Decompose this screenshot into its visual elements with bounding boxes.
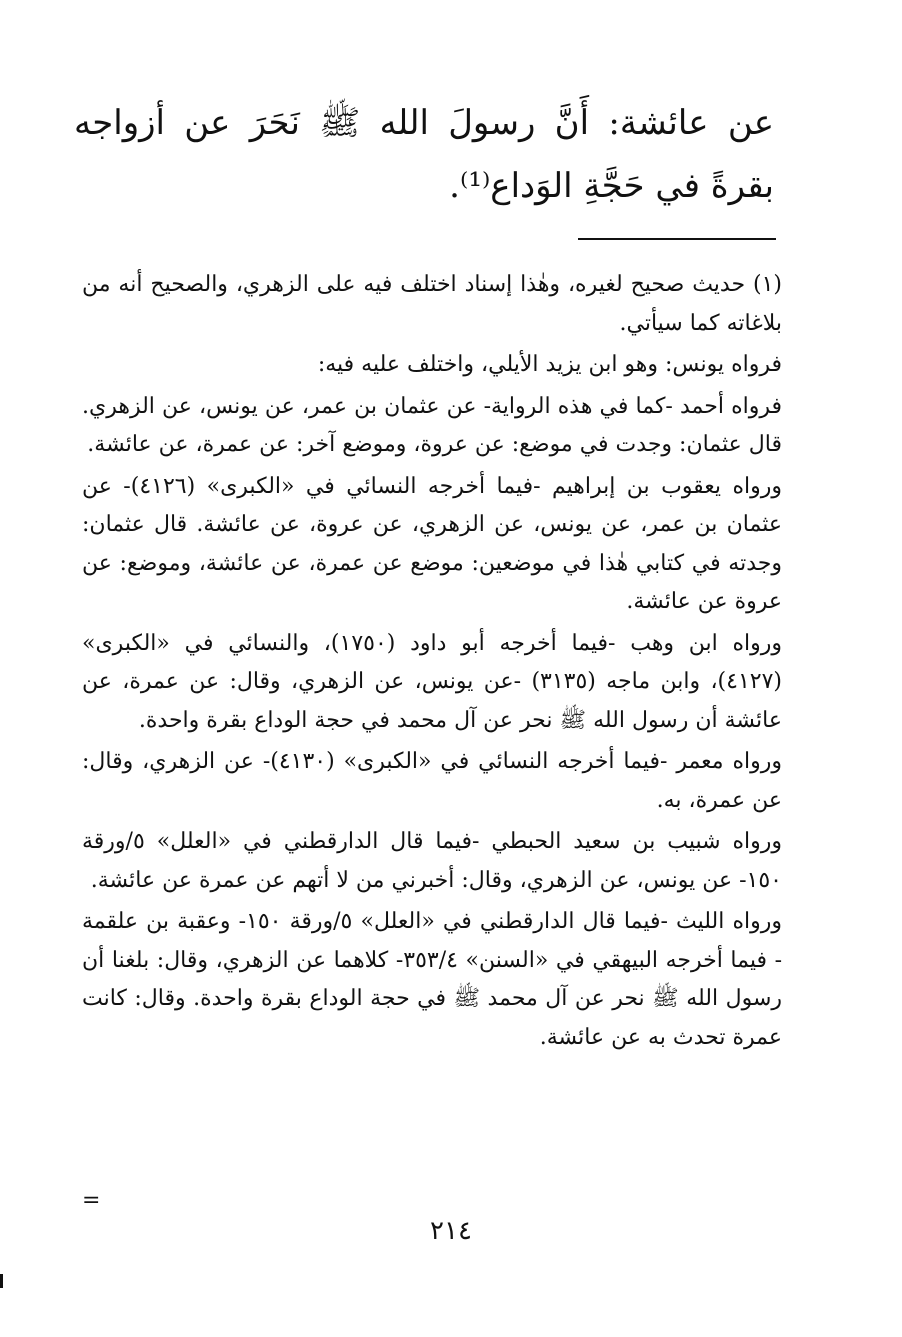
footnotes xyxy=(82,266,782,1060)
page-number: ٢١٤ xyxy=(430,1216,472,1246)
footnote-paragraph: ورواه ابن وهب -فيما أخرجه أبو داود (١٧٥٠)، والنسائي في «الكبرى» (٤١٢٧)، وابن ماجه (٣١٣٥) -عن يونس، عن الزهري، وقال: عن عمرة، عن عائشة أن رسول الله ﷺ نحر عن آل محمد في حجة الوداع بقرة واحدة. xyxy=(82,630,783,733)
footnote-paragraph: (١) حديث صحيح لغيره، وهٰذا إسناد اختلف فيه على الزهري، والصحيح أنه من بلاغاته كما سيأتي. xyxy=(82,272,782,336)
footnote-paragraph: فرواه أحمد -كما في هذه الرواية- عن عثمان بن عمر، عن يونس، عن الزهري. قال عثمان: وجدت في موضع: عن عروة، وموضع آخر: عن عمرة، عن عائشة. xyxy=(82,393,782,457)
scan-edge-mark xyxy=(0,1274,3,1288)
footnote-separator xyxy=(578,238,776,240)
footnote-paragraph: ورواه معمر -فيما أخرجه النسائي في «الكبرى» (٤١٣٠)- عن الزهري، وقال: عن عمرة، به. xyxy=(82,749,782,813)
footnote-paragraph: ورواه يعقوب بن إبراهيم -فيما أخرجه النسائي في «الكبرى» (٤١٢٦)- عن عثمان بن عمر، عن يونس، عن الزهري، عن عروة، عن عائشة. قال عثمان: وجدته في كتابي هٰذا في موضعين: موضع عن عمرة، عن عائشة، وموضع: عن عروة عن عائشة. xyxy=(82,473,782,614)
footnote-paragraph: فرواه يونس: وهو ابن يزيد الأيلي، واختلف عليه فيه: xyxy=(317,352,782,377)
main-text xyxy=(74,92,774,218)
hadith-paragraph: عن عائشة: أَنَّ رسولَ الله ﷺ نَحَرَ عن أزواجه بقرةً في حَجَّةِ الوَداع⁽¹⁾. xyxy=(74,103,774,206)
footnote-paragraph: ورواه شبيب بن سعيد الحبطي -فيما قال الدارقطني في «العلل» ٥/ورقة ١٥٠- عن يونس، عن الزهري، وقال: أخبرني من لا أتهم عن عمرة عن عائشة. xyxy=(82,829,782,893)
footnote-paragraph: ورواه الليث -فيما قال الدارقطني في «العلل» ٥/ورقة ١٥٠- وعقبة بن علقمة - فيما أخرجه البيهقي في «السنن» ٣٥٣/٤- كلاهما عن الزهري، وقال: بلغنا أن رسول الله ﷺ نحر عن آل محمد ﷺ في حجة الوداع بقرة واحدة. وقال: كانت عمرة تحدث به عن عائشة. xyxy=(82,909,783,1050)
continuation-mark: = xyxy=(82,1188,101,1213)
